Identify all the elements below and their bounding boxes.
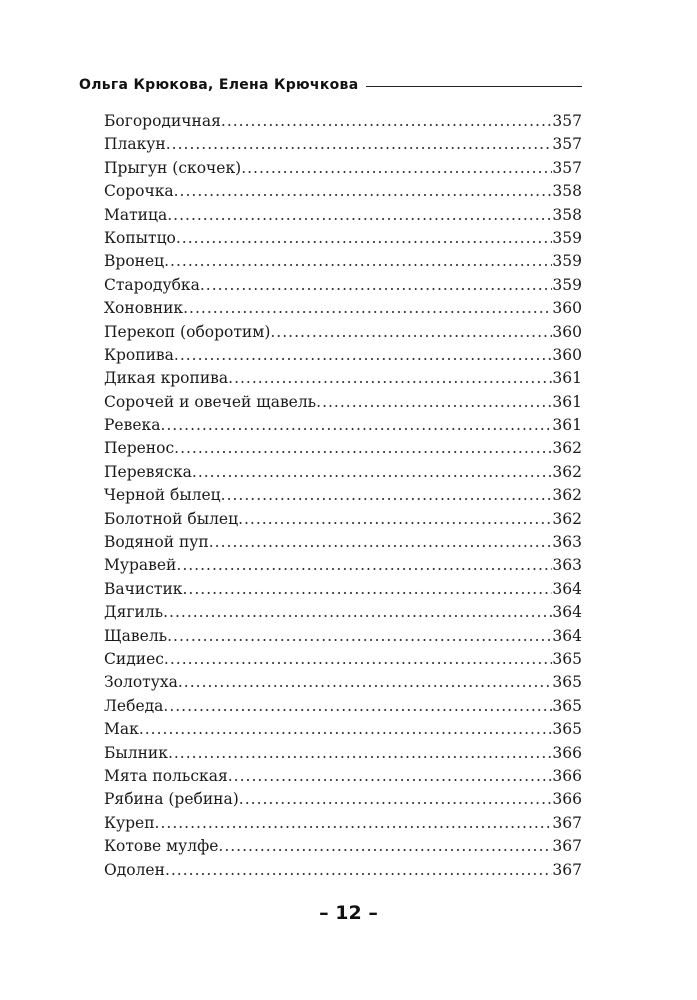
toc-entry-page: 360 <box>552 345 582 364</box>
toc-dot-leader <box>221 110 553 133</box>
toc-entry <box>104 765 582 788</box>
toc-dot-leader <box>174 344 553 367</box>
toc-dot-leader <box>176 227 553 250</box>
toc-dot-leader <box>200 274 553 297</box>
toc-entry-page: 361 <box>552 392 582 411</box>
toc-entry <box>104 695 582 718</box>
toc-entry-page: 358 <box>552 182 582 201</box>
toc-entry-page: 363 <box>552 533 582 552</box>
toc-dot-leader <box>241 157 552 180</box>
toc-entry-page: 357 <box>552 135 582 154</box>
toc-entry-title: Котове мулфе <box>104 837 219 856</box>
toc-dot-leader <box>176 554 552 577</box>
toc-dot-leader <box>174 180 553 203</box>
header-rule <box>366 86 582 87</box>
toc-entry-page: 367 <box>552 860 582 879</box>
toc-dot-leader <box>167 204 552 227</box>
toc-entry <box>104 133 582 156</box>
toc-entry <box>104 484 582 507</box>
toc-entry-title: Ревека <box>104 416 161 435</box>
toc-entry <box>104 742 582 765</box>
toc-entry-page: 360 <box>552 299 582 318</box>
toc-dot-leader <box>166 133 553 156</box>
toc-entry-title: Сорочей и овечей щавель <box>104 392 317 411</box>
toc-entry-title: Сидиес <box>104 649 164 668</box>
toc-entry-title: Дикая кропива <box>104 369 229 388</box>
toc-entry-title: Куреп <box>104 813 155 832</box>
toc-entry-title: Богородичная <box>104 112 221 130</box>
toc-dot-leader <box>192 461 553 484</box>
toc-entry <box>104 274 582 297</box>
toc-entry <box>104 297 582 320</box>
toc-dot-leader <box>218 835 552 858</box>
toc-dot-leader <box>155 812 553 835</box>
toc-entry <box>104 204 582 227</box>
toc-entry-page: 364 <box>552 579 582 598</box>
toc-dot-leader <box>178 671 553 694</box>
toc-dot-leader <box>183 297 552 320</box>
toc-dot-leader <box>139 718 553 741</box>
toc-entry-page: 367 <box>552 837 582 856</box>
toc-entry-title: Перевяска <box>104 462 192 481</box>
toc-dot-leader <box>228 765 553 788</box>
toc-entry <box>104 671 582 694</box>
toc-entry <box>104 648 582 671</box>
toc-entry-title: Вачистик <box>104 579 183 598</box>
toc-entry-page: 365 <box>552 720 582 739</box>
toc-entry <box>104 835 582 858</box>
toc-entry-page: 359 <box>552 275 582 294</box>
toc-entry-title: Дягиль <box>104 603 164 622</box>
toc-entry <box>104 157 582 180</box>
toc-entry-page: 366 <box>552 743 582 762</box>
toc-entry-page: 361 <box>552 369 582 388</box>
toc-entry-page: 364 <box>552 603 582 622</box>
toc-entry <box>104 625 582 648</box>
toc-dot-leader <box>209 531 553 554</box>
toc-entry-title: Вронец <box>104 252 165 271</box>
toc-entry-page: 359 <box>552 228 582 247</box>
toc-entry-page: 358 <box>552 205 582 224</box>
toc-entry-page: 367 <box>552 813 582 832</box>
toc-entry <box>104 812 582 835</box>
toc-entry-page: 366 <box>552 790 582 809</box>
toc-dot-leader <box>182 578 552 601</box>
toc-dot-leader <box>316 391 552 414</box>
toc-dot-leader <box>164 648 552 671</box>
toc-entry <box>104 461 582 484</box>
toc-entry <box>104 227 582 250</box>
toc-dot-leader <box>164 250 552 273</box>
toc-dot-leader <box>160 414 552 437</box>
toc-entry-title: Кропива <box>104 345 174 364</box>
toc-entry-page: 362 <box>552 509 582 528</box>
toc-entry <box>104 601 582 624</box>
toc-entry-page: 359 <box>552 252 582 271</box>
toc-entry <box>104 344 582 367</box>
table-of-contents <box>104 110 582 882</box>
page-number: – 12 – <box>319 902 378 924</box>
toc-entry-title: Плакун <box>104 135 166 154</box>
toc-entry-page: 366 <box>552 766 582 785</box>
toc-entry-page: 357 <box>552 158 582 177</box>
toc-dot-leader <box>163 695 552 718</box>
toc-entry-title: Хоновник <box>104 299 184 318</box>
toc-entry-page: 365 <box>552 696 582 715</box>
toc-entry <box>104 788 582 811</box>
toc-dot-leader <box>228 367 552 390</box>
toc-entry-page: 362 <box>552 439 582 458</box>
toc-entry-title: Перекоп (оборотим) <box>104 322 271 341</box>
running-header <box>79 77 582 93</box>
toc-entry <box>104 367 582 390</box>
toc-entry-title: Былник <box>104 743 168 762</box>
toc-entry-page: 361 <box>552 416 582 435</box>
toc-entry-title: Щавель <box>104 626 168 645</box>
toc-entry <box>104 321 582 344</box>
toc-entry <box>104 437 582 460</box>
toc-entry-title: Матица <box>104 205 168 224</box>
toc-entry <box>104 554 582 577</box>
toc-dot-leader <box>168 742 552 765</box>
toc-entry-title: Черной былец <box>104 486 221 505</box>
toc-entry-page: 365 <box>552 673 582 692</box>
toc-entry-page: 364 <box>552 626 582 645</box>
toc-dot-leader <box>221 484 553 507</box>
toc-entry-title: Муравей <box>104 556 177 575</box>
toc-entry <box>104 578 582 601</box>
toc-dot-leader <box>239 788 553 811</box>
toc-dot-leader <box>238 508 552 531</box>
toc-entry <box>104 180 582 203</box>
toc-entry-title: Рябина (ребина) <box>104 790 239 809</box>
toc-entry-page: 357 <box>552 112 582 130</box>
toc-dot-leader <box>163 601 552 624</box>
toc-entry-page: 360 <box>552 322 582 341</box>
toc-entry-title: Прыгун (скочек) <box>104 158 242 177</box>
toc-entry <box>104 110 582 133</box>
header-authors: Ольга Крюкова, Елена Крючкова <box>79 77 359 93</box>
toc-entry <box>104 508 582 531</box>
toc-entry-title: Болотной былец <box>104 509 239 528</box>
toc-entry <box>104 391 582 414</box>
toc-entry-title: Мак <box>104 720 139 739</box>
toc-entry <box>104 414 582 437</box>
toc-entry <box>104 531 582 554</box>
toc-entry-title: Мята польская <box>104 766 228 785</box>
toc-entry-title: Водяной пуп <box>104 533 209 552</box>
toc-dot-leader <box>270 321 552 344</box>
toc-entry-page: 362 <box>552 462 582 481</box>
toc-dot-leader <box>174 437 552 460</box>
toc-dot-leader <box>165 859 552 882</box>
toc-dot-leader <box>167 625 552 648</box>
toc-entry <box>104 250 582 273</box>
toc-entry-title: Перенос <box>104 439 175 458</box>
toc-entry <box>104 718 582 741</box>
toc-entry-title: Сорочка <box>104 182 174 201</box>
toc-entry <box>104 859 582 882</box>
toc-entry-title: Золотуха <box>104 673 178 692</box>
toc-entry-page: 362 <box>552 486 582 505</box>
toc-entry-page: 363 <box>552 556 582 575</box>
toc-entry-title: Лебеда <box>104 696 164 715</box>
toc-entry-title: Одолен <box>104 860 165 879</box>
toc-entry-title: Стародубка <box>104 275 200 294</box>
toc-entry-title: Копытцо <box>104 228 176 247</box>
toc-entry-page: 365 <box>552 649 582 668</box>
